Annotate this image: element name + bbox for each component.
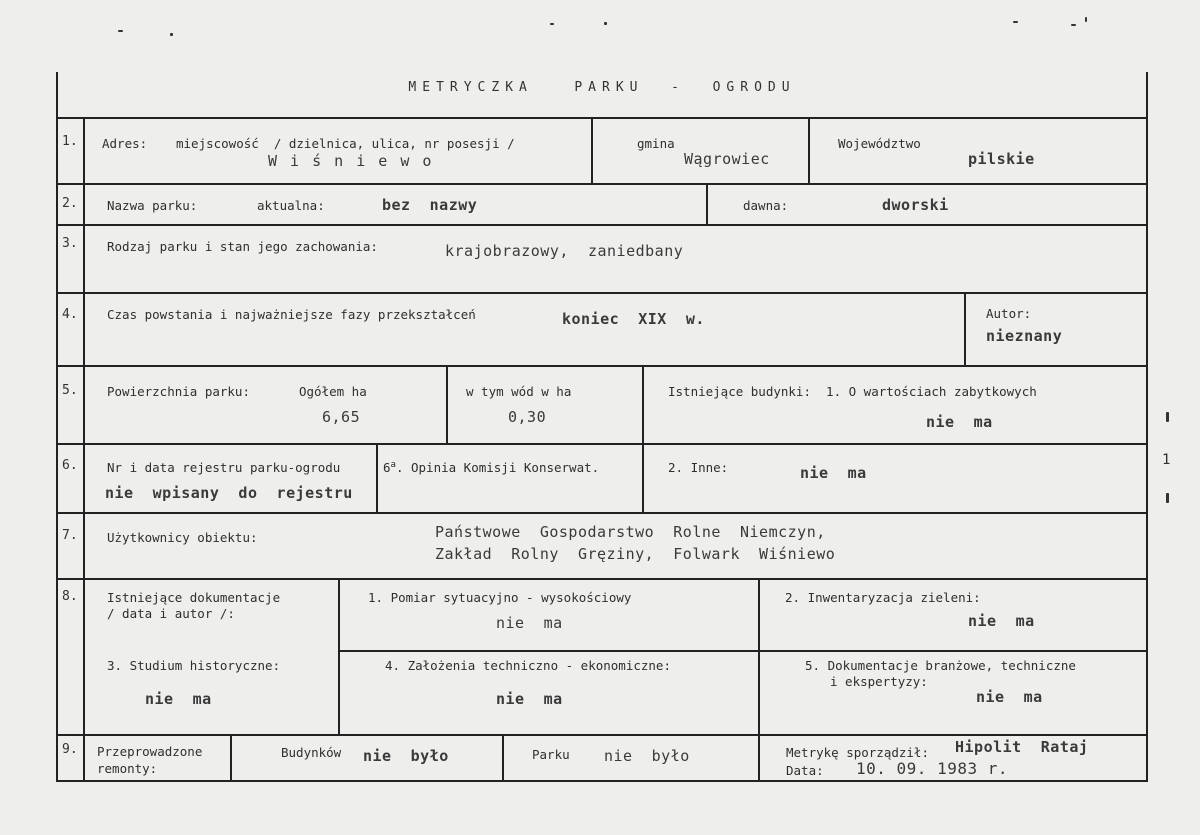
form-title: METRYCZKA PARKU - OGRODU <box>408 80 796 95</box>
budynki-value: nie ma <box>926 413 993 431</box>
gmina-label: gmina <box>637 136 675 151</box>
frame-bottom <box>56 780 1148 782</box>
cell-line <box>808 118 810 184</box>
inne-label: 2. Inne: <box>668 460 729 475</box>
cell-line <box>758 579 760 735</box>
aktualna-label: aktualna: <box>257 198 325 213</box>
frame-left <box>56 72 58 782</box>
cell-line <box>964 293 966 366</box>
gmina-value: Wągrowiec <box>684 150 770 168</box>
row-line <box>56 292 1148 294</box>
pomiar-label: 1. Pomiar sytuacyjno - wysokościowy <box>368 590 632 605</box>
remonty-label-line2: remonty: <box>97 761 158 776</box>
adres-hint: miejscowość / dzielnica, ulica, nr posesji / <box>176 136 515 151</box>
studium-value: nie ma <box>145 690 212 708</box>
data-value: 10. 09. 1983 r. <box>856 759 1008 778</box>
dawna-label: dawna: <box>743 198 789 213</box>
wojewodztwo-label: Województwo <box>838 136 921 151</box>
wod-label: w tym wód w ha <box>466 384 572 399</box>
cell-line <box>758 735 760 781</box>
wojewodztwo-value: pilskie <box>968 150 1035 168</box>
cell-line <box>591 118 593 184</box>
opinia-text: . Opinia Komisji Konserwat. <box>395 460 600 476</box>
adres-label: Adres: <box>102 136 148 151</box>
uzytkownicy-value-line1: Państwowe Gospodarstwo Rolne Niemczyn, <box>435 523 826 541</box>
row-line <box>56 183 1148 185</box>
uzytkownicy-label: Użytkownicy obiektu: <box>107 530 258 545</box>
dokumentacje-branzowe-label-line1: 5. Dokumentacje branżowe, techniczne <box>805 658 1076 673</box>
nazwa-parku-label: Nazwa parku: <box>107 198 198 213</box>
czas-powstania-value: koniec XIX w. <box>562 310 705 328</box>
speck <box>1071 24 1076 26</box>
row-line <box>56 365 1148 367</box>
opinia-superscript: a <box>390 460 396 470</box>
rejestr-value: nie wpisany do rejestru <box>105 484 353 502</box>
budynkow-value: nie było <box>363 747 449 765</box>
budynki-label: Istniejące budynki: 1. O wartościach zabytkowych <box>668 384 1037 399</box>
row-number: 6. <box>62 458 78 473</box>
opinia-label <box>383 460 599 475</box>
row-line <box>56 117 1148 119</box>
dokumentacje-label-line2: / data i autor /: <box>107 606 235 621</box>
cell-line <box>338 579 340 735</box>
row-line <box>56 578 1148 580</box>
wod-value: 0,30 <box>508 408 547 426</box>
row-number: 5. <box>62 383 78 398</box>
dokumentacje-branzowe-label-line2: i ekspertyzy: <box>830 674 928 689</box>
dokumentacje-label-line1: Istniejące dokumentacje <box>107 590 281 605</box>
row-number: 8. <box>62 589 78 604</box>
dokumentacje-branzowe-value: nie ma <box>976 688 1043 706</box>
cell-line <box>446 366 448 444</box>
row-line <box>340 650 1148 652</box>
inwentaryzacja-label: 2. Inwentaryzacja zieleni: <box>785 590 981 605</box>
margin-tick <box>1166 493 1169 503</box>
row-number: 1. <box>62 134 78 149</box>
row-line <box>56 224 1148 226</box>
rodzaj-parku-value: krajobrazowy, zaniedbany <box>445 242 684 260</box>
inwentaryzacja-value: nie ma <box>968 612 1035 630</box>
cell-line <box>230 735 232 781</box>
rodzaj-parku-label: Rodzaj parku i stan jego zachowania: <box>107 239 378 254</box>
sporzadzil-value: Hipolit Rataj <box>955 738 1089 756</box>
cell-line <box>376 444 378 512</box>
aktualna-value: bez nazwy <box>382 196 478 214</box>
speck <box>1013 21 1018 23</box>
dawna-value: dworski <box>882 196 949 214</box>
data-label: Data: <box>786 763 824 778</box>
speck <box>604 22 607 25</box>
number-column-line <box>83 118 85 781</box>
parku-label: Parku <box>532 747 570 762</box>
ogolem-value: 6,65 <box>322 408 361 426</box>
uzytkownicy-value-line2: Zakład Rolny Gręziny, Folwark Wiśniewo <box>435 545 836 563</box>
row-number: 4. <box>62 307 78 322</box>
studium-label: 3. Studium historyczne: <box>107 658 281 673</box>
speck <box>170 33 173 36</box>
parku-value: nie było <box>604 747 690 765</box>
budynkow-label: Budynków <box>281 745 342 760</box>
rejestr-label: Nr i data rejestru parku-ogrodu <box>107 460 341 475</box>
frame-right <box>1146 72 1148 782</box>
adres-value: W i ś n i e w o <box>268 152 434 170</box>
cell-line <box>642 444 644 512</box>
pomiar-value: nie ma <box>496 614 563 632</box>
speck <box>118 30 123 32</box>
row-line <box>56 443 1148 445</box>
row-number: 7. <box>62 528 78 543</box>
remonty-label-line1: Przeprowadzone <box>97 744 203 759</box>
ogolem-label: Ogółem ha <box>299 384 367 399</box>
czas-powstania-label: Czas powstania i najważniejsze fazy przekształceń <box>107 307 476 322</box>
speck <box>1085 17 1087 22</box>
row-line <box>56 512 1148 514</box>
cell-line <box>706 184 708 225</box>
speck <box>550 23 554 25</box>
row-number: 2. <box>62 196 78 211</box>
autor-label: Autor: <box>986 306 1032 321</box>
row-number: 3. <box>62 236 78 251</box>
powierzchnia-label: Powierzchnia parku: <box>107 384 250 399</box>
zalozenia-label: 4. Założenia techniczno - ekonomiczne: <box>385 658 671 673</box>
row-line <box>56 734 1148 736</box>
sporzadzil-label: Metrykę sporządził: <box>786 745 929 760</box>
row-number: 9. <box>62 742 78 757</box>
inne-value: nie ma <box>800 464 867 482</box>
cell-line <box>642 366 644 444</box>
opinia-number: 6 <box>383 460 391 476</box>
autor-value: nieznany <box>986 327 1063 345</box>
margin-tick <box>1166 412 1169 422</box>
margin-mark: 1 <box>1162 452 1171 468</box>
cell-line <box>502 735 504 781</box>
zalozenia-value: nie ma <box>496 690 563 708</box>
